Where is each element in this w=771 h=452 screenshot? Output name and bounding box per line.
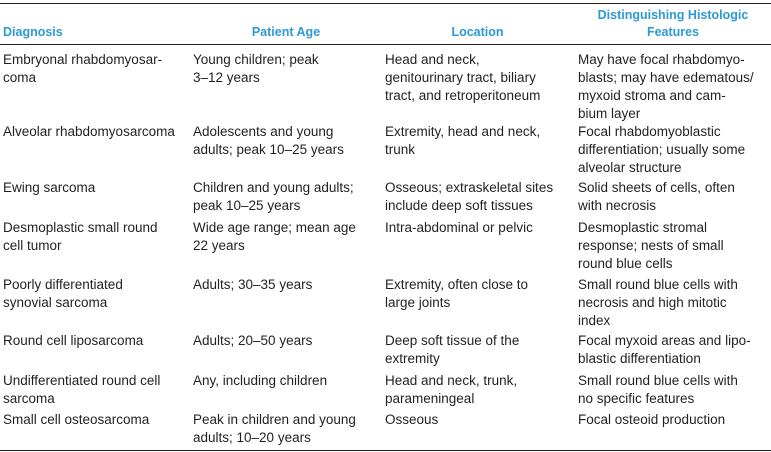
cell-age: Any, including children bbox=[193, 373, 328, 388]
cell-diagnosis: Alveolar rhabdomyosarcoma bbox=[3, 124, 175, 139]
cell-age: Wide age range; mean age 22 years bbox=[193, 220, 356, 253]
cell-diagnosis: Undifferentiated round cell sarcoma bbox=[3, 373, 161, 406]
cell-diagnosis: Desmoplastic small round cell tumor bbox=[3, 220, 158, 253]
header-patient-age: Patient Age bbox=[251, 25, 321, 39]
cell-features: Desmoplastic stromal response; nests of small round blue cells bbox=[578, 220, 724, 271]
cell-diagnosis: Small cell osteosarcoma bbox=[3, 412, 150, 427]
header-diagnosis: Diagnosis bbox=[3, 25, 63, 39]
cell-location: Head and neck, trunk, parameningeal bbox=[385, 373, 518, 406]
cell-diagnosis: Ewing sarcoma bbox=[3, 180, 96, 195]
cell-location: Deep soft tissue of the extremity bbox=[385, 333, 520, 366]
cell-location: Osseous bbox=[385, 412, 439, 427]
cell-features: May have focal rhabdomyo- blasts; may have edematous/ myxoid stroma and cam- bium layer bbox=[578, 52, 754, 121]
cell-age: Young children; peak 3–12 years bbox=[193, 52, 319, 85]
header-features: Distinguishing Histologic Features bbox=[597, 8, 749, 39]
cell-age: Adults; 20–50 years bbox=[193, 333, 313, 348]
cell-features: Small round blue cells with no specific features bbox=[578, 373, 738, 406]
cell-features: Solid sheets of cells, often with necrosis bbox=[578, 180, 735, 213]
cell-location: Osseous; extraskeletal sites include deep soft tissues bbox=[385, 180, 554, 213]
cell-age: Adults; 30–35 years bbox=[193, 277, 313, 292]
cell-location: Head and neck, genitourinary tract, biliary tract, and retroperitoneum bbox=[385, 52, 541, 103]
cell-diagnosis: Round cell liposarcoma bbox=[3, 333, 144, 348]
cell-diagnosis: Poorly differentiated synovial sarcoma bbox=[3, 277, 123, 310]
cell-age: Peak in children and young adults; 10–20 years bbox=[193, 412, 356, 445]
cell-features: Focal rhabdomyoblastic differentiation; usually some alveolar structure bbox=[578, 124, 746, 175]
cell-age: Children and young adults; peak 10–25 years bbox=[193, 180, 354, 213]
cell-location: Extremity, often close to large joints bbox=[385, 277, 529, 310]
cell-features: Focal osteoid production bbox=[578, 412, 726, 427]
header-rule bbox=[0, 44, 771, 45]
cell-age: Adolescents and young adults; peak 10–25 years bbox=[193, 124, 344, 157]
cell-location: Extremity, head and neck, trunk bbox=[385, 124, 541, 157]
cell-features: Focal myxoid areas and lipo- blastic differentiation bbox=[578, 333, 751, 366]
header-location: Location bbox=[451, 25, 504, 39]
top-rule bbox=[0, 3, 771, 4]
bottom-rule bbox=[0, 450, 771, 451]
cell-diagnosis: Embryonal rhabdomyosar- coma bbox=[3, 52, 163, 85]
cell-location: Intra-abdominal or pelvic bbox=[385, 220, 533, 235]
cell-features: Small round blue cells with necrosis and high mitotic index bbox=[578, 277, 738, 328]
